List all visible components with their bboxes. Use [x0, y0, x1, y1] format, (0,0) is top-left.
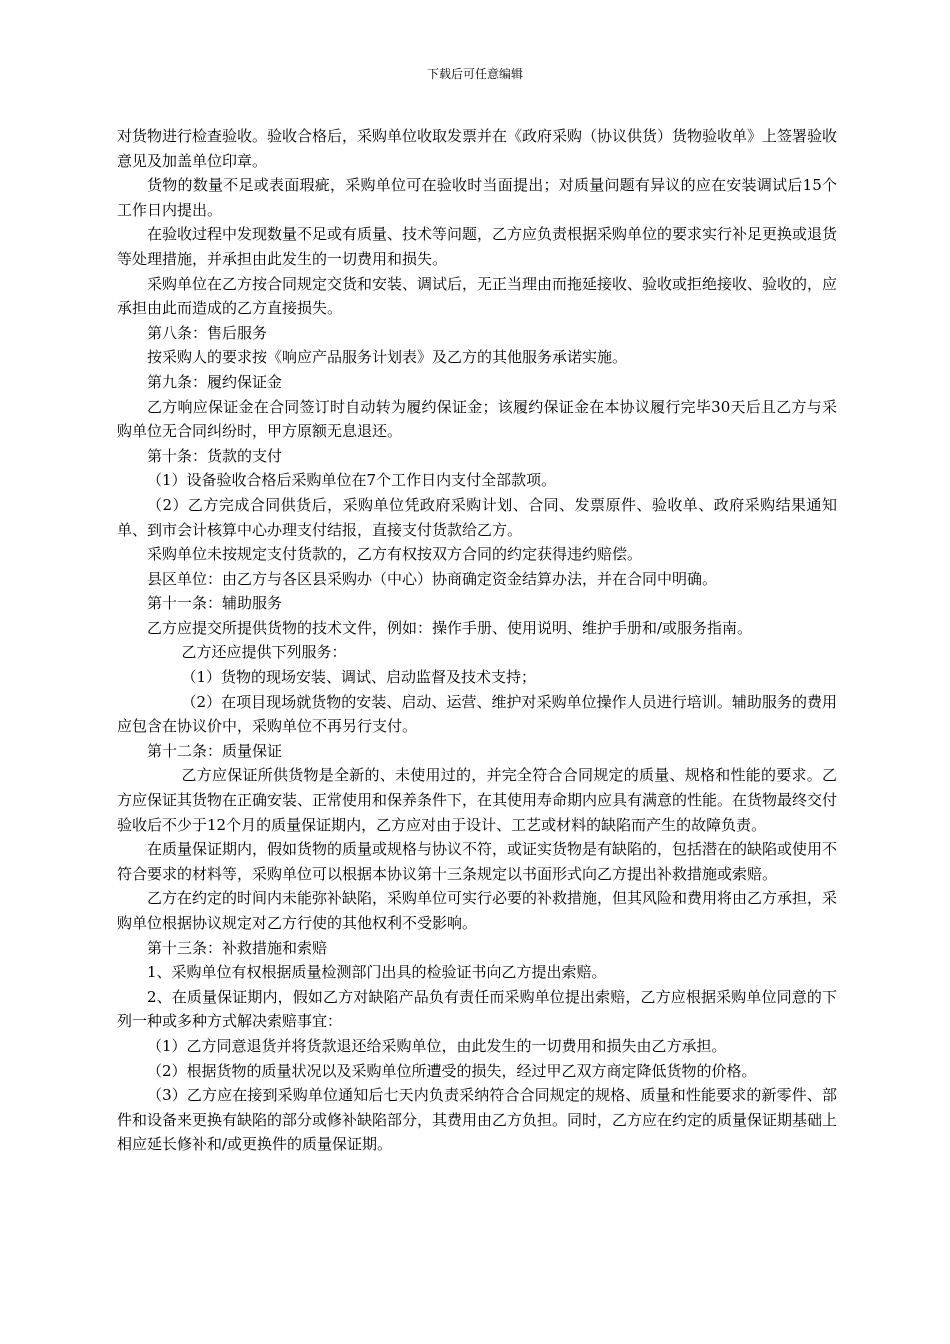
paragraph: 乙方应提交所提供货物的技术文件，例如：操作手册、使用说明、维护手册和/或服务指南。 [147, 618, 753, 637]
paragraph: （1）货物的现场安装、调试、启动监督及技术支持； [181, 668, 537, 687]
paragraph: （2）乙方完成合同供货后，采购单位凭政府采购计划、合同、发票原件、验收单、政府采购结果通知单、到市会计核算中心办理支付结报，直接支付货款给乙方。 [117, 495, 837, 539]
paragraph: （1）乙方同意退货并将货款退还给采购单位，由此发生的一切费用和损失由乙方承担。 [147, 1036, 727, 1055]
section-heading: 第十条：货款的支付 [147, 446, 283, 465]
paragraph: （3）乙方应在接到采购单位通知后七天内负责采纳符合合同规定的规格、质量和性能要求的新零件、部件和设备来更换有缺陷的部分或修补缺陷部分，其费用由乙方负担。同时，乙方应在约定的质量保证期基础上相应延长修补和/或更换件的质量保证期。 [117, 1086, 838, 1154]
document-body [117, 124, 837, 1157]
paragraph: 县区单位：由乙方与各区县采购办（中心）协商确定资金结算办法，并在合同中明确。 [147, 569, 718, 588]
paragraph: 采购单位在乙方按合同规定交货和安装、调试后，无正当理由而拖延接收、验收或拒绝接收、验收的，应承担由此而造成的乙方直接损失。 [117, 274, 838, 318]
section-heading: 第十三条：补救措施和索赔 [147, 938, 328, 957]
paragraph: 1、采购单位有权根据质量检测部门出具的检验证书向乙方提出索赔。 [147, 963, 607, 982]
paragraph: 在质量保证期内，假如货物的质量或规格与协议不符，或证实货物是有缺陷的，包括潜在的缺陷或使用不符合要求的材料等，采购单位可以根据本协议第十三条规定以书面形式向乙方提出补救措施或索赔。 [117, 840, 838, 883]
section-heading: 第八条：售后服务 [147, 323, 268, 342]
page-header: 下载后可任意编辑 [426, 67, 523, 81]
section-heading: 第九条：履约保证金 [147, 372, 283, 391]
paragraph: 乙方还应提供下列服务： [181, 643, 347, 662]
paragraph: （2）根据货物的质量状况以及采购单位所遭受的损失，经过甲乙双方商定降低货物的价格。 [147, 1061, 757, 1080]
paragraph: （1）设备验收合格后采购单位在7个工作日内支付全部款项。 [147, 471, 557, 490]
paragraph: 货物的数量不足或表面瑕疵，采购单位可在验收时当面提出；对质量问题有异议的应在安装调试后15个工作日内提出。 [117, 176, 837, 219]
paragraph: 乙方应保证所供货物是全新的、未使用过的，并完全符合合同规定的质量、规格和性能的要求。乙方应保证其货物在正确安装、正常使用和保养条件下，在其使用寿命期内应具有满意的性能。在货物最终交付验收后不少于12个月的质量保证期内，乙方应对由于设计、工艺或材料的缺陷而产生的故障负责。 [117, 766, 838, 834]
paragraph: 在验收过程中发现数量不足或有质量、技术等问题，乙方应负责根据采购单位的要求实行补足更换或退货等处理措施，并承担由此发生的一切费用和损失。 [117, 225, 838, 268]
paragraph: （2）在项目现场就货物的安装、启动、运营、维护对采购单位操作人员进行培训。辅助服务的费用应包含在协议价中，采购单位不再另行支付。 [117, 692, 837, 736]
paragraph: 2、在质量保证期内，假如乙方对缺陷产品负有责任而采购单位提出索赔，乙方应根据采购单位同意的下列一种或多种方式解决索赔事宜： [117, 987, 837, 1031]
paragraph: 采购单位未按规定支付货款的，乙方有权按双方合同的约定获得违约赔偿。 [147, 545, 643, 564]
paragraph: 乙方响应保证金在合同签订时自动转为履约保证金；该履约保证金在本协议履行完毕30天后且乙方与采购单位无合同纠纷时，甲方原额无息退还。 [117, 397, 837, 441]
paragraph: 对货物进行检查验收。验收合格后，采购单位收取发票并在《政府采购（协议供货）货物验收单》上签署验收意见及加盖单位印章。 [117, 127, 838, 170]
paragraph: 按采购人的要求按《响应产品服务计划表》及乙方的其他服务承诺实施。 [147, 348, 628, 367]
section-heading: 第十二条：质量保证 [147, 741, 283, 760]
paragraph: 乙方在约定的时间内未能弥补缺陷，采购单位可实行必要的补救措施，但其风险和费用将由乙方承担，采购单位根据协议规定对乙方行使的其他权利不受影响。 [117, 889, 838, 932]
section-heading: 第十一条：辅助服务 [147, 594, 283, 613]
